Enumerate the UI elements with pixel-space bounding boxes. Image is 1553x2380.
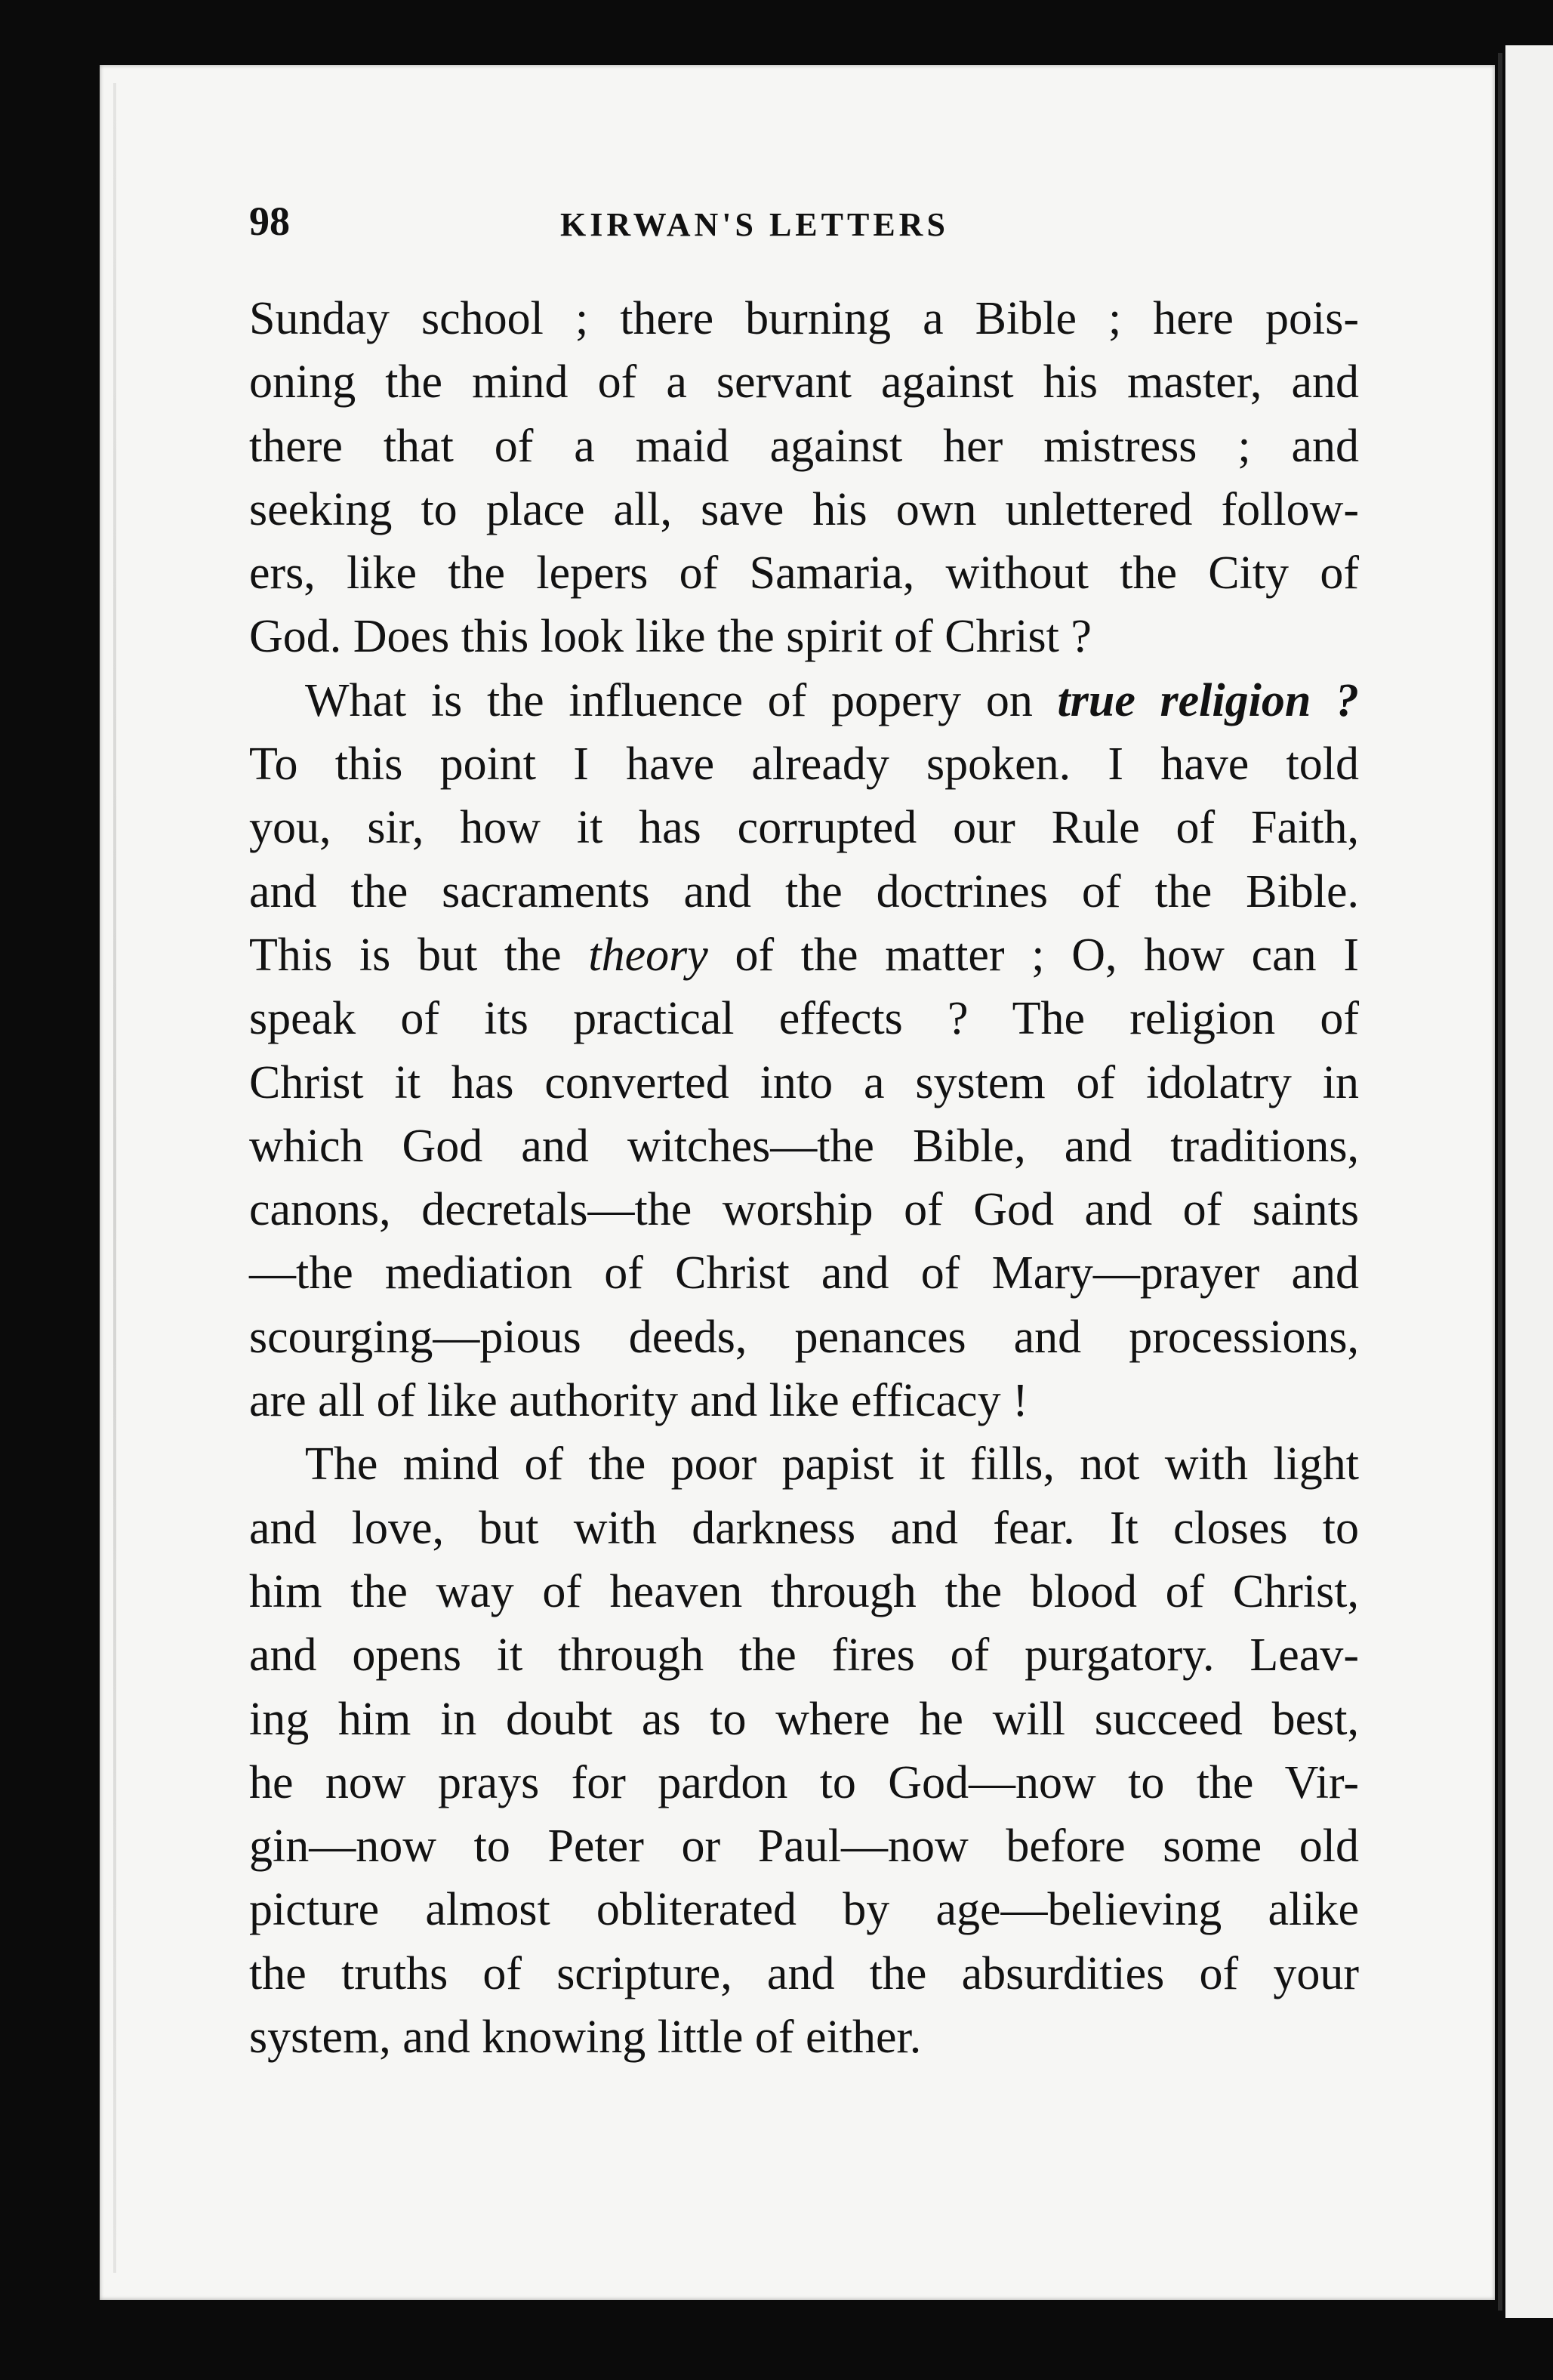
text-line: there that of a maid against her mistress ; and [249,420,1359,472]
running-head: KIRWAN'S LETTERS [560,206,949,243]
text-line: him the way of heaven through the blood of Christ, [249,1565,1359,1617]
text-line: seeking to place all, save his own unlettered follow- [249,483,1359,535]
text-line: —the mediation of Christ and of Mary—prayer and [249,1247,1359,1299]
text-line: To this point I have already spoken. I have told [249,738,1359,791]
text-line: God. Does this look like the spirit of Christ ? [249,611,1092,663]
text-line: The mind of the poor papist it fills, not with light [305,1438,1359,1491]
text-line: are all of like authority and like efficacy ! [249,1375,1028,1427]
text-line: canons, decretals—the worship of God and of saints [249,1184,1359,1236]
text-line: which God and witches—the Bible, and traditions, [249,1120,1359,1172]
text-line: gin—now to Peter or Paul—now before some old [249,1820,1359,1873]
text-line [249,923,1359,987]
text-segment: What is the influence of popery on [305,674,1033,726]
adjacent-page-edge [1505,45,1553,2318]
text-line: Christ it has converted into a system of idolatry in [249,1056,1359,1108]
text-line: you, sir, how it has corrupted our Rule of Faith, [249,802,1359,854]
page-gutter-shadow [1498,53,1502,2311]
text-line: system, and knowing little of either. [249,2012,922,2064]
text-line: he now prays for pardon to God—now to the Vir- [249,1756,1359,1808]
page-header [249,198,1359,251]
text-line: and love, but with darkness and fear. It closes to [249,1502,1359,1554]
text-line: picture almost obliterated by age—believing alike [249,1884,1359,1936]
text-line: scourging—pious deeds, penances and processions, [249,1311,1359,1363]
text-line: Sunday school ; there burning a Bible ; here pois- [249,293,1359,344]
text-line: ers, like the lepers of Samaria, without the City of [249,547,1359,600]
page-number: 98 [249,199,290,244]
text-line [249,669,1359,732]
body-text [249,287,1359,2069]
text-line: oning the mind of a servant against his master, and [249,356,1359,408]
text-line: and the sacraments and the doctrines of the Bible. [249,865,1359,917]
text-segment: of the matter ; O, how can I [735,929,1360,981]
text-line: ing him in doubt as to where he will succeed best, [249,1693,1359,1745]
page-left-edge [113,83,116,2273]
italic-phrase: true religion ? [1057,674,1359,726]
text-line: and opens it through the fires of purgatory. Leav- [249,1629,1359,1682]
text-line: the truths of scripture, and the absurdities of your [249,1947,1359,1999]
italic-word: theory [588,929,708,981]
text-line: speak of its practical effects ? The religion of [249,993,1359,1045]
text-segment: This is but the [249,929,562,981]
